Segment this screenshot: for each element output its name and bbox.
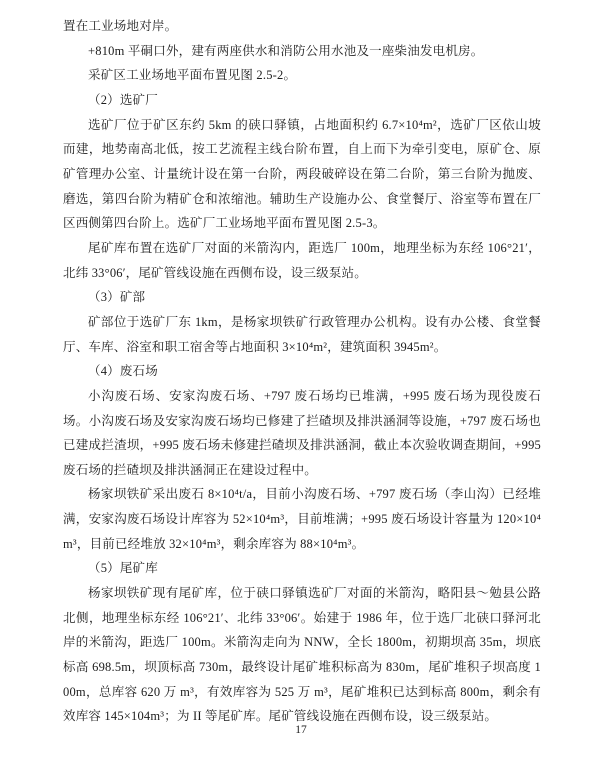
paragraph: 矿部位于选矿厂东 1km，是杨家坝铁矿行政管理办公机构。设有办公楼、食堂餐厅、车库、浴室和职工宿舍等占地面积 3×10⁴m²，建筑面积 3945m²。 bbox=[63, 314, 541, 354]
section-heading-5-tailings-pond: （5）尾矿库 bbox=[88, 561, 158, 576]
text-body bbox=[63, 14, 541, 729]
paragraph: +810m 平硐口外，建有两座供水和消防公用水池及一座柴油发电机房。 bbox=[88, 43, 484, 58]
section-heading-2-concentrator: （2）选矿厂 bbox=[88, 92, 158, 107]
paragraph: 选矿厂位于矿区东约 5km 的硖口驿镇，占地面积约 6.7×10⁴m²，选矿厂区依山坡而建，地势南高北低，按工艺流程主线台阶布置，自上而下为牵引变电，原矿仓、原矿管理办公室、计量统计设在第一台阶，两段破碎设在第二台阶，第三台阶为抛废、磨选，第四台阶为精矿仓和浓缩池。辅助生产设施办公、食堂餐厅、浴室等布置在厂区西侧第四台阶上。选矿厂工业场地平面布置见图 2.5-3。 bbox=[63, 117, 541, 231]
paragraph: 尾矿库布置在选矿厂对面的米箭沟内，距选厂 100m，地理坐标为东经 106°21′，北纬 33°06′，尾矿管线设施在西侧布设，设三级泵站。 bbox=[63, 240, 541, 280]
paragraph: 小沟废石场、安家沟废石场、+797 废石场均已堆满，+995 废石场为现役废石场。小沟废石场及安家沟废石场均已修建了拦碴坝及排洪涵洞等设施，+797 废石场也已建成拦渣坝，+995 废石场未修建拦碴坝及排洪涵洞，截止本次验收调查期间，+995 废石场的拦碴坝及排洪涵洞正在建设过程中。 bbox=[63, 388, 541, 477]
section-heading-3-mine-office: （3）矿部 bbox=[88, 290, 146, 305]
section-heading-4-waste-rock-yard: （4）废石场 bbox=[88, 364, 158, 379]
paragraph-continuation: 置在工业场地对岸。 bbox=[63, 19, 178, 33]
paragraph: 杨家坝铁矿现有尾矿库，位于硖口驿镇选矿厂对面的米箭沟，略阳县～勉县公路北侧，地理坐标东经 106°21′、北纬 33°06′。始建于 1986 年，位于选厂北硖口驿河北岸的米箭沟，距选厂 100m。米箭沟走向为 NNW，全长 1800m，初期坝高 35m，坝底标高 698.5m，坝顶标高 730m，最终设计尾矿堆积标高为 830m，尾矿堆积子坝高度 100m，总库容 620 万 m³，有效库容为 525 万 m³，尾矿堆积已达到标高 800m，剩余有效库容 145×104m³；为 II 等尾矿库。尾矿管线设施在西侧布设，设三级泵站。 bbox=[63, 586, 541, 724]
page-number: 17 bbox=[295, 724, 307, 736]
paragraph: 杨家坝铁矿采出废石 8×10⁴t/a，目前小沟废石场、+797 废石场（李山沟）已经堆满，安家沟废石场设计库容为 52×10⁴m³，目前堆满；+995 废石场设计容量为 120×10⁴m³，目前已经堆放 32×10⁴m³，剩余库容为 88×10⁴m³。 bbox=[63, 487, 541, 551]
paragraph: 采矿区工业场地平面布置见图 2.5-2。 bbox=[88, 68, 297, 83]
